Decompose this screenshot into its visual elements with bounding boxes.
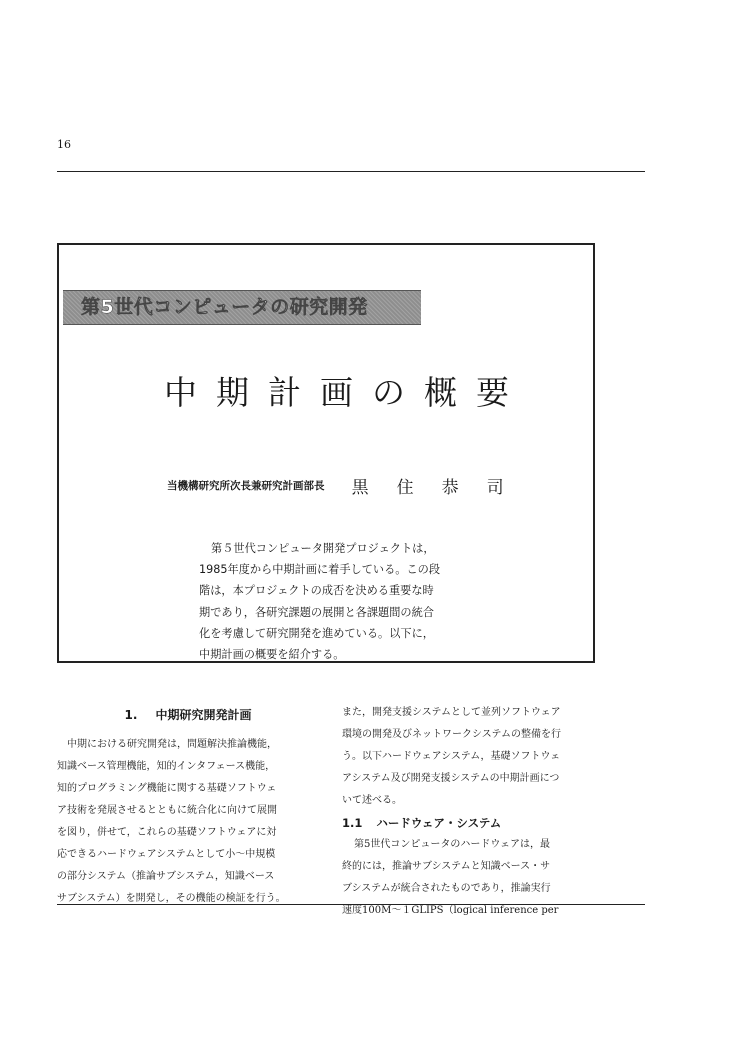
abstract-line: 化を考慮して研究開発を進めている。以下に，: [199, 626, 434, 640]
abstract: [199, 538, 469, 665]
article-title: 中期計画の概要: [164, 373, 528, 412]
subsection-title: ハードウェア・システム: [376, 816, 502, 830]
top-rule: [57, 171, 645, 172]
body-line: を図り，併せて，これらの基礎ソフトウェアに対: [57, 827, 277, 838]
abstract-line: 中期計画の概要を紹介する。: [199, 648, 345, 662]
body-line: 応できるハードウェアシステムとして小～中規模: [57, 849, 276, 860]
abstract-line: 第５世代コンピュータ開発プロジェクトは，: [211, 542, 435, 555]
author-name: 黒住恭司: [351, 478, 532, 498]
abstract-line: 階は，本プロジェクトの成否を決める重要な時: [199, 584, 434, 598]
body-line: ブシステムが統合されたものであり，推論実行: [342, 883, 551, 894]
body-line: サブシステム）を開発し，その機能の検証を行う。: [57, 893, 286, 904]
bottom-rule: [57, 904, 645, 905]
left-column: [57, 704, 319, 910]
body-line: の部分システム（推論サブシステム，知識ベース: [57, 871, 275, 882]
body-line: 終的には，推論サブシステムと知識ベース・サ: [342, 861, 551, 872]
abstract-line: 1985年度から中期計画に着手している。この段: [199, 563, 441, 577]
author-affiliation: 当機構研究所次長兼研究計画部長: [167, 480, 325, 492]
section-title: 中期研究開発計画: [155, 708, 252, 722]
subsection-heading: [342, 812, 604, 834]
body-line: 速度100M～１GLIPS（logical inference per: [342, 905, 559, 916]
body-line: 第5世代コンピュータのハードウェアは，最: [354, 839, 550, 850]
body-line: 環境の開発及びネットワークシステムの整備を行: [342, 729, 561, 740]
body-line: また，開発支援システムとして並列ソフトウェア: [342, 707, 561, 718]
article-header-box: [57, 243, 595, 663]
body-line: 知識ベース管理機能，知的インタフェース機能，: [57, 761, 276, 772]
series-title: 第5世代コンピュータの研究開発: [81, 296, 368, 318]
page-number: 16: [57, 138, 71, 151]
body-line: アシステム及び開発支援システムの中期計画につ: [342, 773, 560, 784]
author-line: [167, 473, 532, 498]
right-column: [342, 702, 604, 922]
body-line: ア技術を発展させるとともに統合化に向けて展開: [57, 805, 277, 816]
body-line: 知的プログラミング機能に関する基礎ソフトウェ: [57, 783, 277, 794]
body-line: いて述べる。: [342, 795, 402, 806]
abstract-line: 期であり，各研究課題の展開と各課題間の統合: [199, 605, 434, 619]
series-banner: [63, 290, 421, 325]
subsection-number: 1.1: [342, 816, 363, 830]
body-line: 中期における研究開発は，問題解決推論機能，: [67, 739, 277, 750]
body-line: う。以下ハードウェアシステム，基礎ソフトウェ: [342, 751, 561, 762]
section-heading: [57, 704, 319, 726]
section-number: 1.: [124, 708, 138, 722]
